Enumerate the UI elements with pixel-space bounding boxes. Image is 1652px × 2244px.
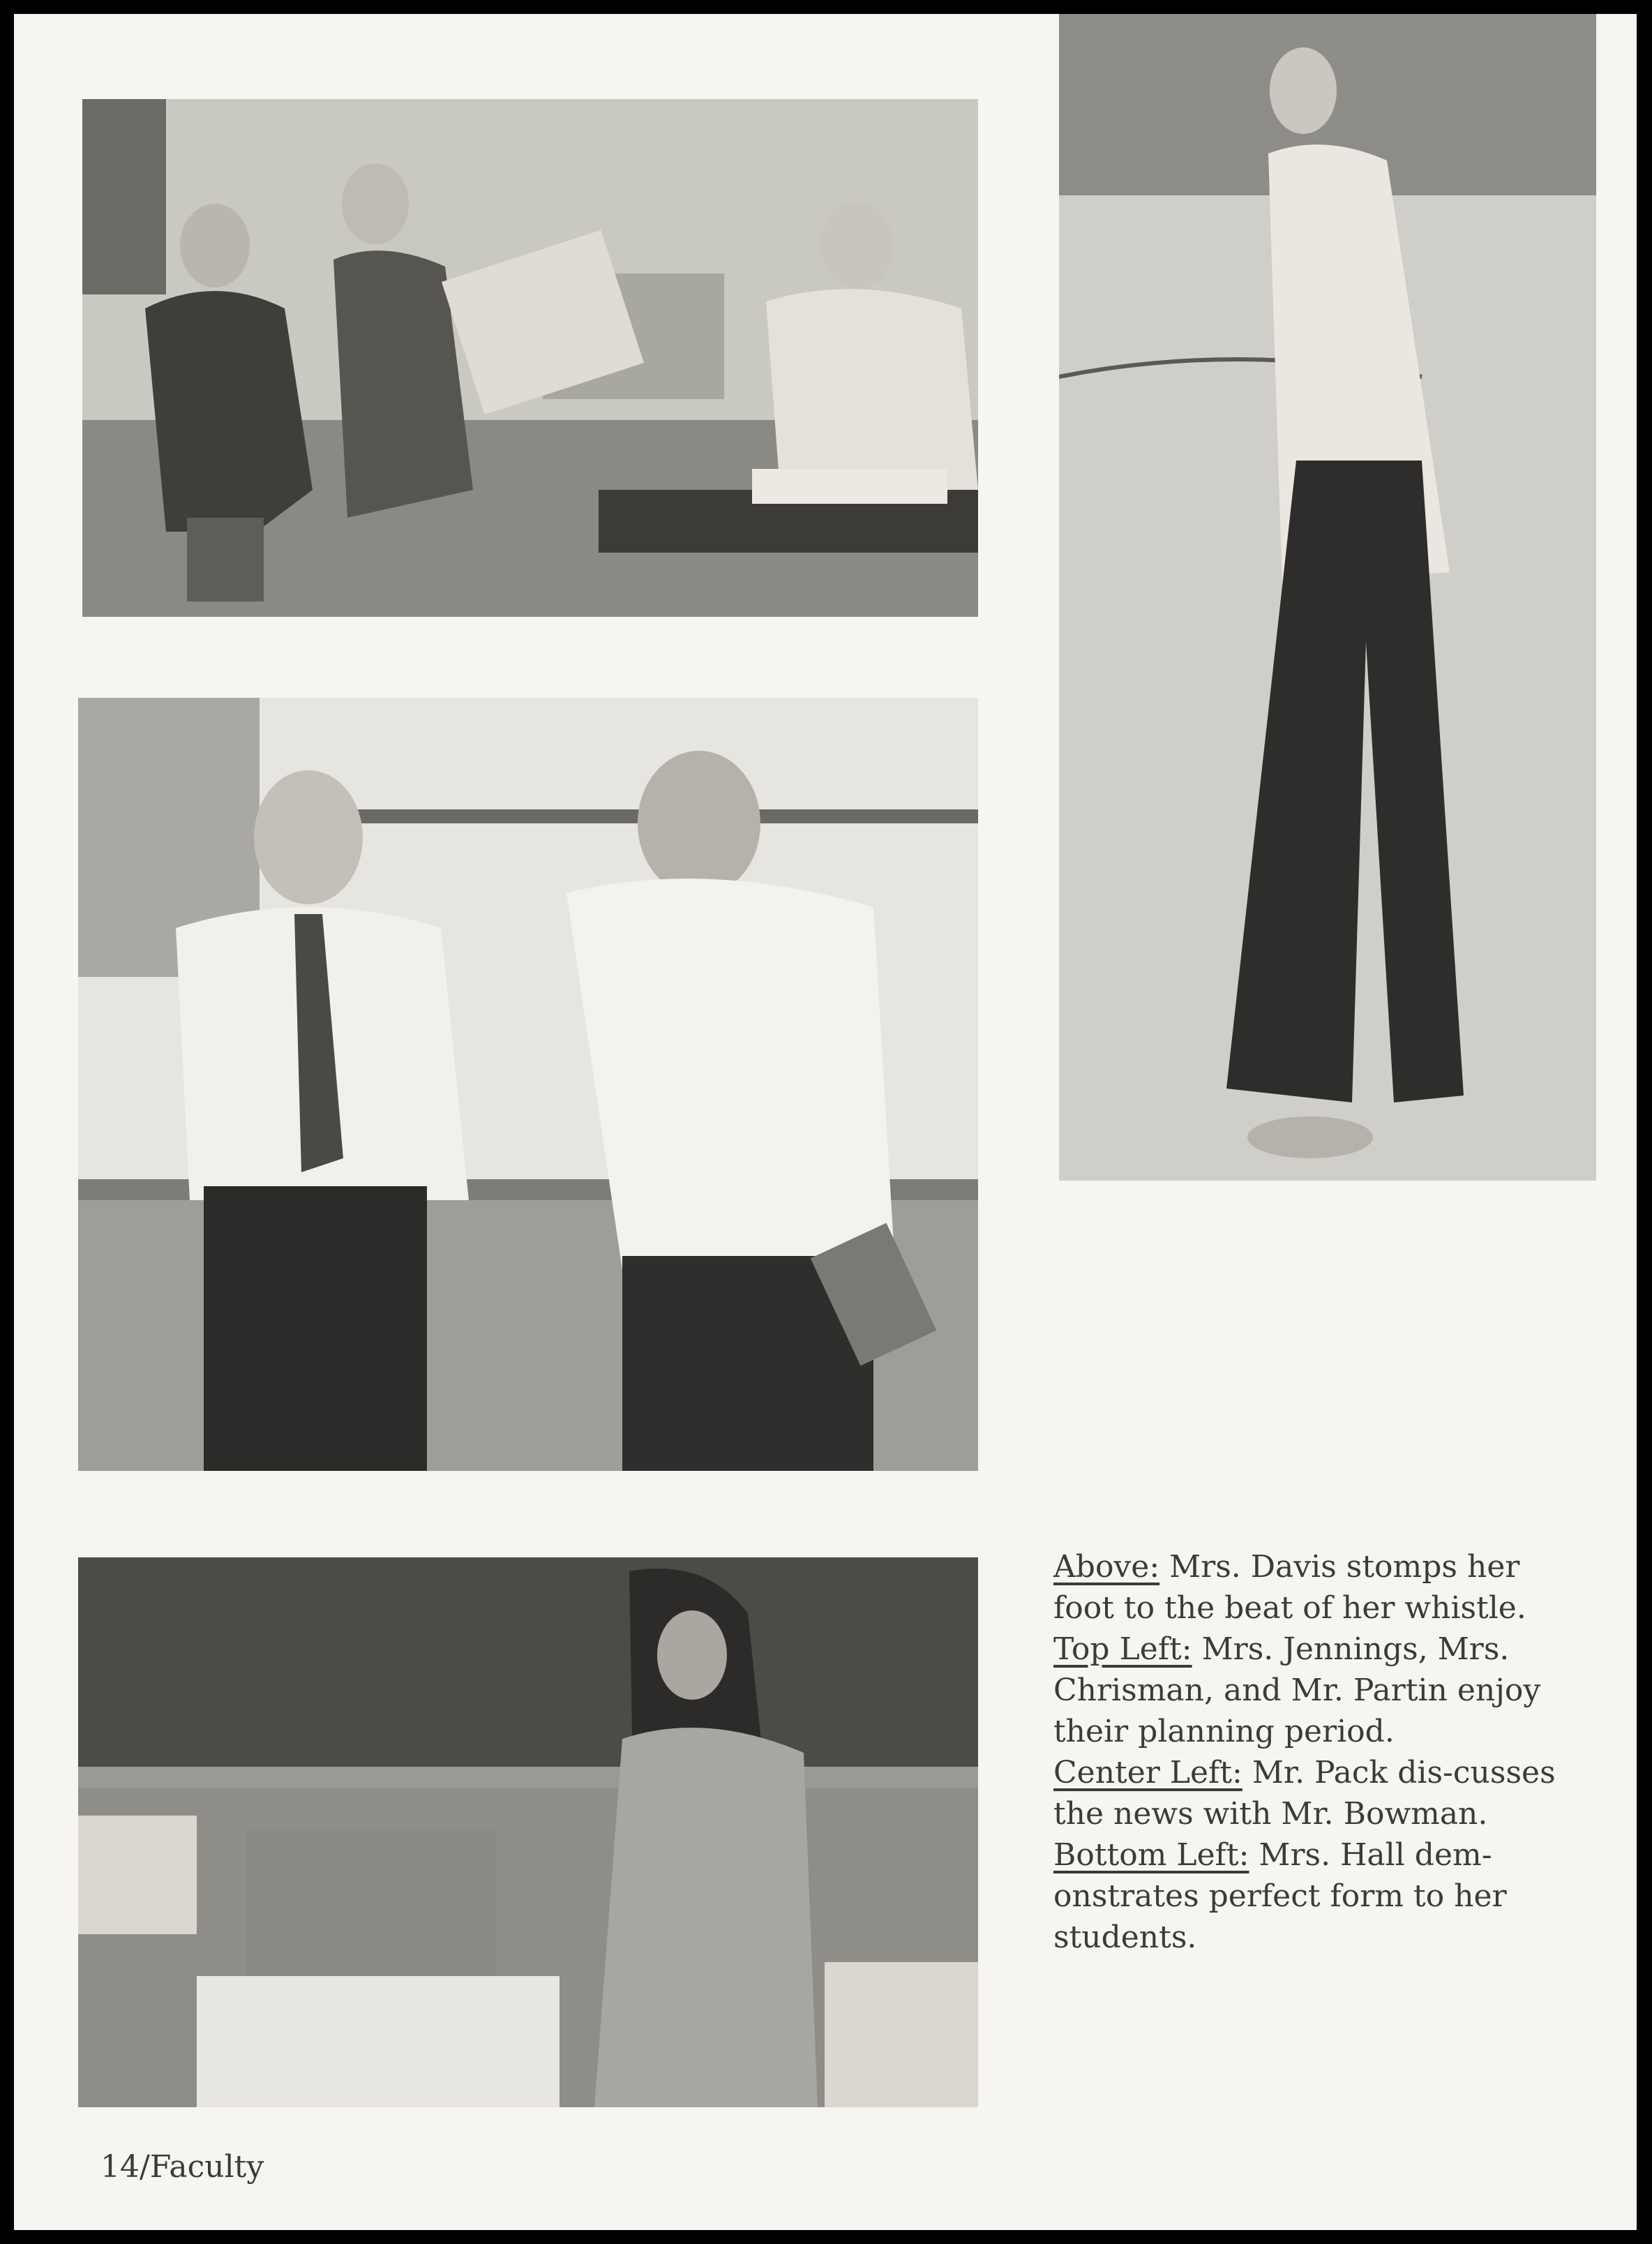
photo-typing-demonstration [78, 1557, 978, 2107]
photo-captions [1053, 1546, 1570, 1958]
photo-typing-demonstration-image [78, 1557, 978, 2107]
caption-lead: Top Left: [1053, 1631, 1192, 1667]
caption-center-left [1053, 1752, 1570, 1834]
caption-top-left [1053, 1629, 1570, 1752]
caption-text: Mrs. Davis stomps her foot to the beat of her whistle. [1053, 1549, 1526, 1626]
photo-two-men-talking-image [78, 698, 978, 1471]
caption-lead: Bottom Left: [1053, 1837, 1249, 1873]
yearbook-page [14, 14, 1637, 2230]
caption-text: Mrs. Hall dem-onstrates perfect form to her students. [1053, 1837, 1507, 1955]
caption-lead: Above: [1053, 1549, 1160, 1585]
photo-two-men-talking [78, 698, 978, 1471]
photo-gym-teacher-image [1059, 14, 1596, 1181]
photo-gym-teacher [1059, 14, 1596, 1181]
caption-above [1053, 1546, 1570, 1629]
caption-bottom-left [1053, 1834, 1570, 1958]
photo-teachers-lounge-image [82, 99, 978, 617]
caption-lead: Center Left: [1053, 1755, 1242, 1790]
page-folio: 14/Faculty [100, 2149, 264, 2185]
caption-text: Mr. Pack dis-cusses the news with Mr. Bowman. [1053, 1755, 1556, 1832]
caption-text: Mrs. Jennings, Mrs. Chrisman, and Mr. Partin enjoy their planning period. [1053, 1631, 1541, 1749]
photo-teachers-lounge [82, 99, 978, 617]
